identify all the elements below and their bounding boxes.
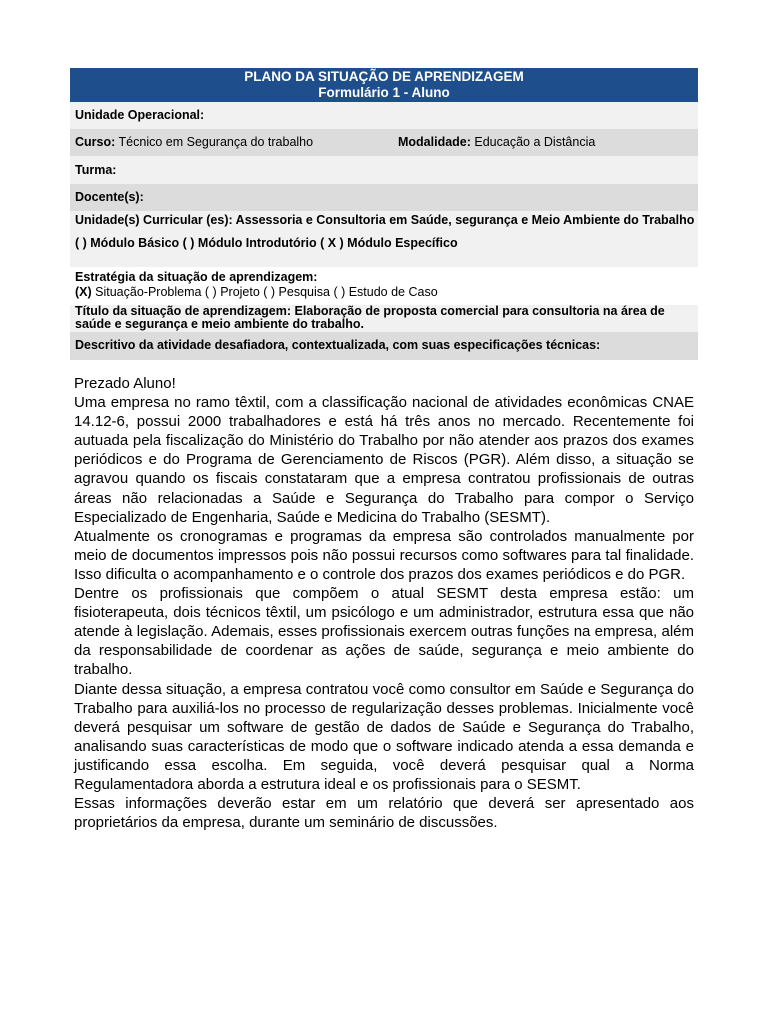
estrategia-options-line (75, 285, 698, 300)
body-text (74, 374, 694, 832)
modalidade-label: Modalidade: (398, 135, 471, 149)
modalidade-value: Educação a Distância (470, 135, 596, 149)
estrategia-label: Estratégia da situação de aprendizagem: (75, 270, 318, 284)
paragraph-1: Uma empresa no ramo têxtil, com a classificação nacional de atividades econômicas CNAE 14.12-6, possui 2000 trabalhadores e está há três anos no mercado. Recentemente foi autuada pela fiscalização do Ministério do Trabalho por não atender aos prazos dos exames periódicos e do Programa de Gerenciamento de Riscos (PGR). Além disso, a situação se agravou quando os fiscais constataram que a empresa contratou profissionais de outras áreas não relacionadas a Saúde e Segurança do Trabalho para compor o Serviço Especializado de Engenharia, Saúde e Medicina do Trabalho (SESMT). (74, 394, 694, 526)
docentes-label: Docente(s): (75, 190, 144, 204)
form-header (70, 68, 698, 102)
row-unidade-operacional (70, 102, 698, 129)
row-unidade-curricular (70, 211, 698, 267)
row-estrategia (70, 267, 698, 305)
row-curso (70, 129, 698, 156)
estrategia-options: Situação-Problema ( ) Projeto ( ) Pesquisa ( ) Estudo de Caso (91, 285, 438, 299)
unidade-curricular-text: Unidade(s) Curricular (es): Assessoria e Consultoria em Saúde, segurança e Meio Ambiente do Trabalho (75, 213, 695, 227)
turma-label: Turma: (75, 163, 117, 177)
greeting: Prezado Aluno! (74, 375, 176, 392)
paragraph-5: Essas informações deverão estar em um relatório que deverá ser apresentado aos proprietários da empresa, durante um seminário de discussões. (74, 795, 694, 832)
row-docentes (70, 184, 698, 211)
curso-field (75, 135, 313, 149)
paragraph-2: Atualmente os cronogramas e programas da empresa são controlados manualmente por meio de documentos impressos pois não possui recursos como softwares para tal finalidade. Isso dificulta o acompanhamento e o controle dos prazos dos exames periódicos e do PGR. (74, 527, 694, 583)
modulos-text: ( ) Módulo Básico ( ) Módulo Introdutório ( X ) Módulo Específico (75, 236, 458, 250)
paragraph-4: Diante dessa situação, a empresa contratou você como consultor em Saúde e Segurança do Trabalho para auxiliá-los no processo de regularização desses problemas. Inicialmente você deverá pesquisar um software de gestão de dados de Saúde e Segurança do Trabalho, analisando suas características de modo que o software indicado atenda a essa demanda e justificando essa escolha. Em seguida, você deverá pesquisar qual a Norma Regulamentadora aborda a estrutura ideal e os profissionais para o SESMT. (74, 680, 694, 793)
form-table (70, 68, 698, 360)
form-title: PLANO DA SITUAÇÃO DE APRENDIZAGEM (244, 69, 524, 84)
row-titulo (70, 305, 698, 332)
descritivo-label: Descritivo da atividade desafiadora, contextualizada, com suas especificações técnicas: (75, 338, 601, 352)
unidade-operacional-label: Unidade Operacional: (75, 108, 205, 122)
titulo-text: Título da situação de aprendizagem: Elaboração de proposta comercial para consultoria na área de saúde e segurança e meio ambiente do trabalho. (75, 304, 665, 331)
estrategia-selected-mark: (X) (75, 285, 92, 299)
paragraph-3: Dentre os profissionais que compõem o atual SESMT desta empresa estão: um fisioterapeuta, dois técnicos têxtil, um psicólogo e um administrador, estrutura essa que não atende à legislação. Ademais, esses profissionais exercem outras funções na empresa, além da responsabilidade de coordenar as ações de saúde, segurança e meio ambiente do trabalho. (74, 585, 694, 679)
curso-label: Curso: (75, 135, 116, 149)
curso-value: Técnico em Segurança do trabalho (115, 135, 314, 149)
row-descritivo (70, 332, 698, 360)
modalidade-field (398, 135, 595, 150)
row-turma (70, 156, 698, 184)
form-subtitle: Formulário 1 - Aluno (318, 85, 450, 100)
